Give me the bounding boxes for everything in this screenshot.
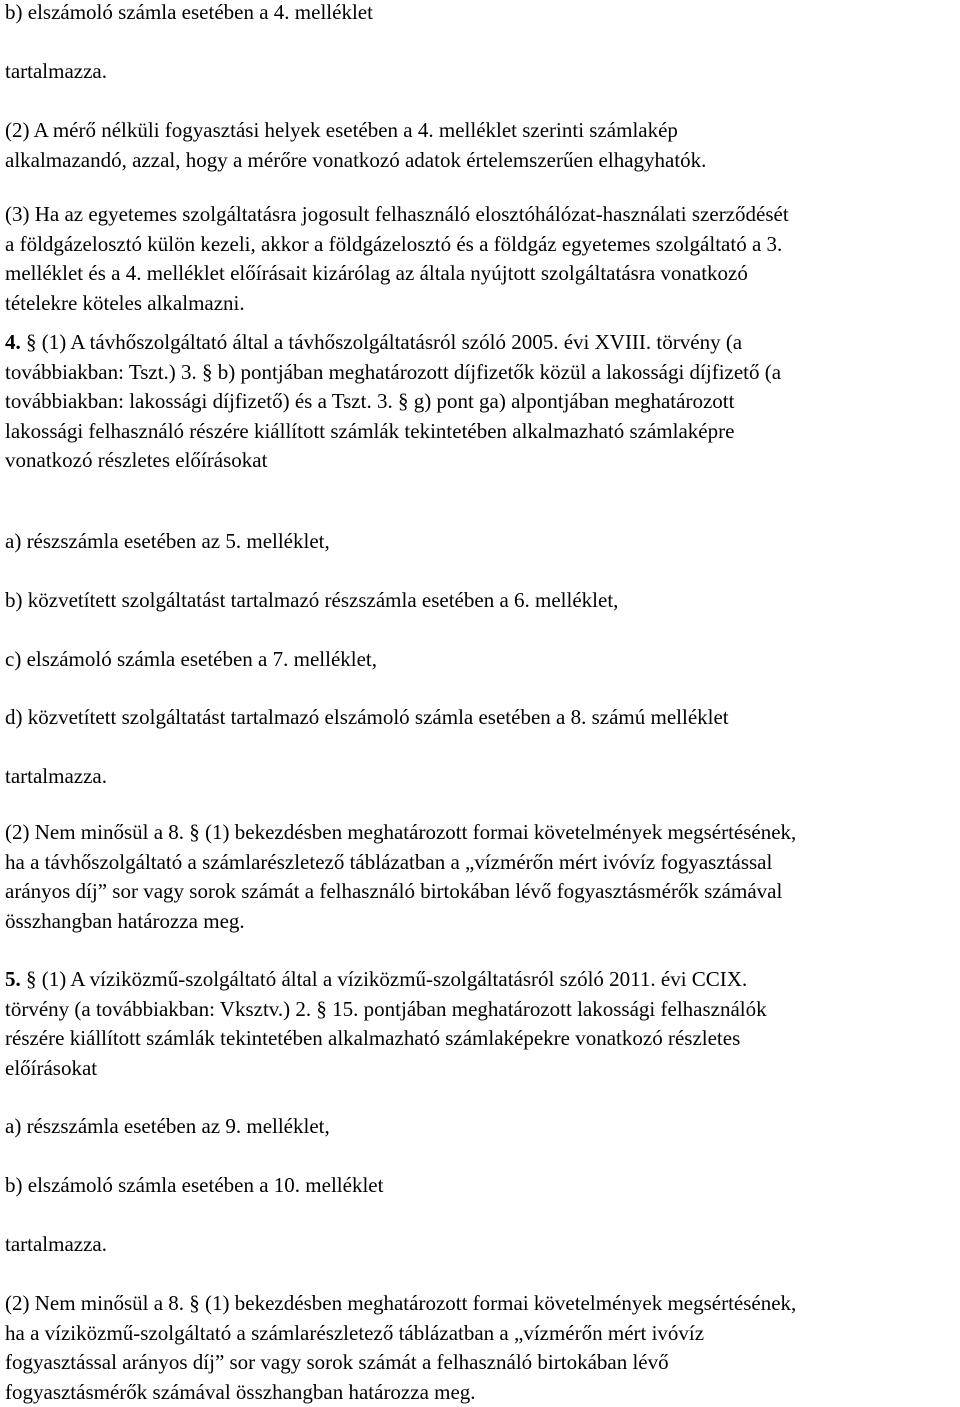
- paragraph: [5, 762, 107, 792]
- text-line: arányos díj” sor vagy sorok számát a felhasználó birtokában lévő fogyasztásmérők számával: [5, 879, 783, 903]
- paragraph: [5, 527, 330, 557]
- text-line: részére kiállított számlák tekintetében alkalmazható számlaképekre vonatkozó részletes: [5, 1026, 741, 1050]
- text-line: a földgázelosztó külön kezeli, akkor a földgázelosztó és a földgáz egyetemes szolgáltató a 3.: [5, 231, 783, 256]
- text-line: tartalmazza.: [5, 1232, 108, 1256]
- paragraph: [5, 200, 789, 318]
- paragraph: [5, 1230, 107, 1260]
- text-line: vonatkozó részletes előírásokat: [5, 448, 268, 472]
- text-line: ha a víziközmű-szolgáltató a számlarészletező táblázatban a „vízmérőn mért ivóvíz: [5, 1320, 705, 1345]
- text-line: összhangban határozza meg.: [5, 908, 245, 933]
- text-line: fogyasztásmérők számával összhangban határozza meg.: [5, 1379, 476, 1404]
- text-line: ha a távhőszolgáltató a számlarészletező táblázatban a „vízmérőn mért ivóvíz fogyasztással: [5, 849, 773, 874]
- paragraph: [5, 116, 706, 175]
- paragraph: [5, 1112, 330, 1142]
- paragraph: [5, 818, 796, 936]
- section-number: 4.: [5, 330, 26, 354]
- text-line: c) elszámoló számla esetében a 7. melléklet,: [5, 647, 378, 671]
- text-line: a) részszámla esetében az 9. melléklet,: [5, 1114, 330, 1138]
- paragraph: [5, 1171, 383, 1201]
- text-line: (3) Ha az egyetemes szolgáltatásra jogosult felhasználó elosztóhálózat-használati szerződését: [5, 202, 789, 226]
- text-line: b) közvetített szolgáltatást tartalmazó részszámla esetében a 6. melléklet,: [5, 588, 619, 612]
- text-line: a) részszámla esetében az 5. melléklet,: [5, 529, 330, 553]
- paragraph: [5, 586, 618, 616]
- paragraph: [5, 0, 373, 28]
- text-line: (2) A mérő nélküli fogyasztási helyek esetében a 4. melléklet szerinti számlakép: [5, 118, 678, 142]
- text-line: b) elszámoló számla esetében a 4. melléklet: [5, 0, 373, 24]
- paragraph: [5, 645, 377, 675]
- text-line: törvény (a továbbiakban: Vksztv.) 2. § 15. pontjában meghatározott lakossági felhasználók: [5, 996, 767, 1021]
- text-line: továbbiakban: lakossági díjfizető) és a Tszt. 3. § g) pont ga) alpontjában meghatározott: [5, 389, 735, 413]
- text-line: fogyasztással arányos díj” sor vagy sorok számát a felhasználó birtokában lévő: [5, 1350, 669, 1374]
- text-line: b) elszámoló számla esetében a 10. melléklet: [5, 1173, 384, 1197]
- paragraph: [5, 1289, 796, 1407]
- text-line: d) közvetített szolgáltatást tartalmazó elszámoló számla esetében a 8. számú melléklet: [5, 705, 729, 729]
- text-line: alkalmazandó, azzal, hogy a mérőre vonatkozó adatok értelemszerűen elhagyhatók.: [5, 147, 707, 172]
- text-line: melléklet és a 4. melléklet előírásait kizárólag az általa nyújtott szolgáltatásra vonatkozó: [5, 261, 748, 285]
- section-number: 5.: [5, 967, 26, 991]
- paragraph: [5, 57, 107, 87]
- text-line: tartalmazza.: [5, 764, 108, 788]
- paragraph: [5, 965, 767, 1083]
- paragraph: [5, 328, 781, 476]
- text-line: lakossági felhasználó részére kiállított számlák tekintetében alkalmazható számlaképre: [5, 418, 735, 443]
- text-line: előírásokat: [5, 1055, 98, 1080]
- text-line: tartalmazza.: [5, 59, 108, 83]
- text-line: tételekre köteles alkalmazni.: [5, 290, 245, 315]
- text-line: 5. § (1) A víziközmű-szolgáltató által a víziközmű-szolgáltatásról szóló 2011. évi CCIX.: [5, 967, 748, 991]
- paragraph: [5, 703, 729, 733]
- text-line: továbbiakban: Tszt.) 3. § b) pontjában meghatározott díjfizetők közül a lakossági díjfizető (a: [5, 359, 782, 384]
- text-line: (2) Nem minősül a 8. § (1) bekezdésben meghatározott formai követelmények megsértésének,: [5, 820, 797, 844]
- text-line: (2) Nem minősül a 8. § (1) bekezdésben meghatározott formai követelmények megsértésének,: [5, 1291, 797, 1315]
- text-line: 4. § (1) A távhőszolgáltató által a távhőszolgáltatásról szóló 2005. évi XVIII. törvény (a: [5, 330, 743, 354]
